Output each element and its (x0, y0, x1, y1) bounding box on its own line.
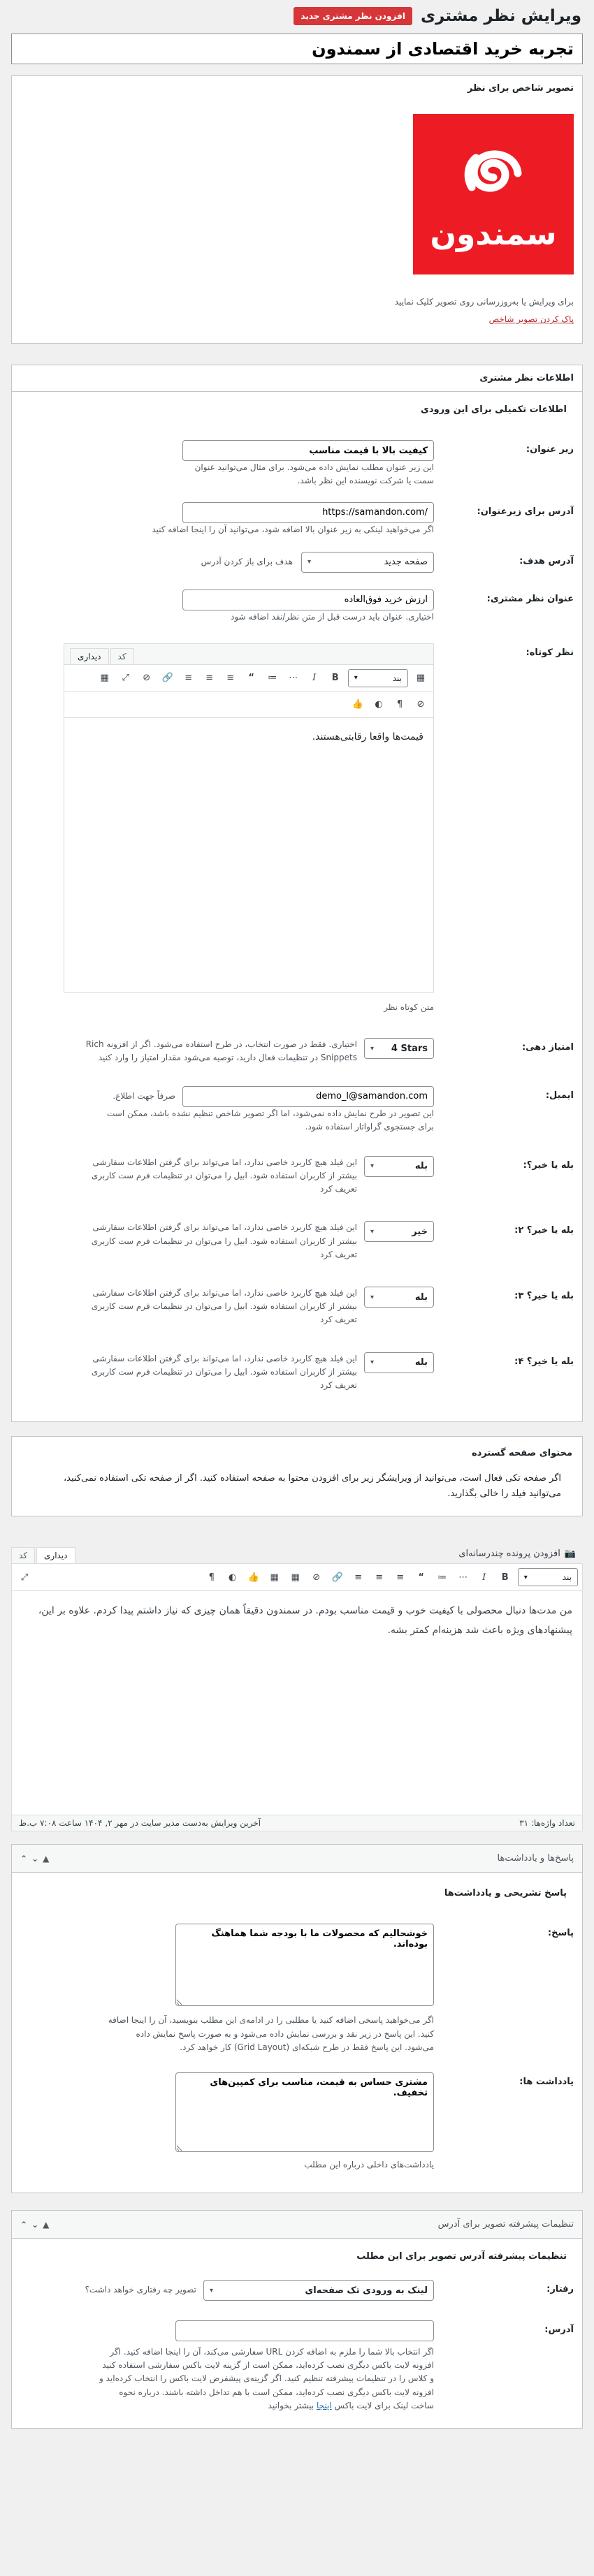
short-review-toolbar-2 (64, 692, 433, 718)
blockquote-icon[interactable]: “ (418, 1572, 424, 1583)
chevron-down-icon: ▾ (370, 1359, 375, 1367)
toolbar-toggle-icon[interactable]: ▦ (100, 673, 109, 684)
subtitle-input[interactable] (182, 440, 434, 461)
address-input[interactable] (175, 2320, 434, 2341)
align-right-icon[interactable]: ≡ (396, 1572, 405, 1583)
yes-no-4-label: بله یا خیر؟ ۴: (514, 1356, 574, 1367)
featured-image-hint: برای ویرایش یا به‌روزرسانی روی تصویر کلیک نمایید (394, 297, 574, 307)
replies-box (11, 1844, 583, 2193)
replies-box-title: پاسخ‌ها و یادداشت‌ها (497, 1853, 574, 1864)
rating-select[interactable]: ▾ 4 Stars (364, 1038, 434, 1059)
post-title-input[interactable] (11, 34, 583, 64)
review-title-input[interactable] (182, 590, 434, 610)
rating-hint: اختیاری. فقط در صورت انتخاب، در طرح استفاده می‌شود. اگر از افزونه Rich Snippets در تنظیمات فعال دارید، توصیه می‌شود مقدار امتیاز را وارد کنید (85, 1039, 357, 1063)
chevron-down-icon[interactable]: ⌄ (31, 1853, 39, 1864)
replies-section-title: پاسخ تشریحی و یادداشت‌ها (444, 1888, 567, 1899)
align-left-icon[interactable]: ≡ (184, 673, 193, 684)
subtitle-url-label: آدرس برای زیرعنوان: (477, 506, 574, 517)
image-link-section-title: تنظیمات پیشرفته آدرس تصویر برای این مطلب (356, 2251, 567, 2262)
image-link-box-title: تنظیمات پیشرفته تصویر برای آدرس (437, 2219, 574, 2230)
blockquote-icon[interactable]: “ (248, 673, 254, 684)
bold-icon[interactable]: B (501, 1572, 509, 1583)
reply-hint: اگر می‌خواهید پاسخی اضافه کنید یا مطلبی را در ادامه‌ی این مطلب بنویسید، آن را اینجا اضافه کنید. این پاسخ در زیر نقد و بررسی نمایش داده می‌شود و به صورت پاسخ نمایش داده می‌شود. این پاسخ فقط در طرح شبکه‌ای (Grid Layout) کار خواهد کرد. (108, 2015, 434, 2052)
reply-textarea[interactable] (175, 1924, 434, 2006)
last-edit-info: آخرین ویرایش به‌دست مدیر سایت در مهر ۲, ۱۴۰۴ ساعت ۷:۰۸ ب.ظ (19, 1818, 261, 1829)
add-new-testimonial-button[interactable]: افزودن نظر مشتری جدید (294, 7, 412, 25)
yes-no-2-select[interactable]: خیر ▾ (364, 1221, 434, 1242)
short-review-label: نظر کوتاه: (526, 647, 574, 658)
media-icon: 📷 (564, 1549, 576, 1560)
bold-icon[interactable]: B (331, 673, 339, 684)
email-hint-strong: صرفاً جهت اطلاع. (113, 1090, 175, 1101)
align-left-icon[interactable]: ≡ (354, 1572, 363, 1583)
chevron-down-icon: ▾ (210, 2286, 214, 2295)
samandon-logo-text: سمندون (430, 216, 557, 252)
notes-label: یادداشت ها: (519, 2076, 574, 2087)
color-icon[interactable]: ◐ (375, 699, 383, 710)
subtitle-url-input[interactable] (182, 502, 434, 523)
target-label: آدرس هدف: (519, 555, 574, 566)
notes-hint: یادداشت‌های داخلی درباره این مطلب (304, 2159, 434, 2169)
yes-no-3-select[interactable]: بله ▾ (364, 1287, 434, 1308)
email-hint: این تصویر در طرح نمایش داده نمی‌شود، اما اگر تصویر شاخص تنظیم نشده باشد، ممکن است برای جستجوی گراواتار استفاده شود. (106, 1108, 434, 1132)
subtitle-url-hint: اگر می‌خواهید لینکی به زیر عنوان بالا اضافه شود، می‌توانید آن را اینجا اضافه کنید (152, 524, 434, 534)
chevron-down-icon: ▾ (370, 1293, 375, 1301)
address-label: آدرس: (544, 2325, 574, 2336)
review-title-hint: اختیاری. عنوان باید درست قبل از متن نظر/نقد اضافه شود (231, 611, 434, 622)
box-controls[interactable] (20, 2220, 49, 2230)
word-count: تعداد واژه‌ها: ۳۱ (519, 1818, 575, 1829)
testimonial-info-title: اطلاعات نظر مشتری (479, 373, 574, 384)
main-tab-code[interactable]: کد (11, 1547, 35, 1563)
target-hint: هدف برای باز کردن آدرس (201, 557, 293, 567)
short-review-toolbar (64, 664, 433, 692)
extended-content-text: اگر صفحه تکی فعال است، می‌توانید از ویرایشگر زیر برای افزودن محتوا به صفحه استفاده کنید. اگر از صفحه تکی استفاده نمی‌کنید، می‌توانید فیلد را خالی بگذارید. (63, 1473, 561, 1500)
main-editor-content[interactable]: من مدت‌ها دنبال محصولی با کیفیت خوب و قیمت مناسب بودم. در سمندون دقیقاً همان چیزی که نیاز داشتم پیدا کردم. علاوه بر این، پیشنهادهای ویژه باعث شد هزینه‌ام کمتر بشه. (38, 1605, 572, 1637)
box-controls[interactable] (20, 1854, 49, 1864)
image-link-box (11, 2210, 583, 2429)
yes-no-3-hint: این فیلد هیچ کاربرد خاصی ندارد، اما می‌تواند برای گرفتن اطلاعات سفارشی بیشتر از کاربران استفاده شود. ابیل را می‌توان در تنظیمات فرم ست کاربری تعریف کرد (91, 1288, 357, 1325)
short-review-caption: متن کوتاه نظر (384, 1002, 434, 1012)
remove-featured-image-link[interactable]: پاک کردن تصویر شاخص (488, 314, 574, 325)
align-center-icon[interactable]: ≡ (375, 1572, 384, 1583)
numbered-list-icon[interactable]: ≔ (268, 673, 277, 684)
chevron-down-icon: ▾ (307, 558, 312, 566)
italic-icon[interactable]: I (482, 1572, 486, 1583)
italic-icon[interactable]: I (312, 673, 317, 684)
subtitle-hint: این زیر عنوان مطلب نمایش داده می‌شود. برای مثال می‌توانید عنوان سمت یا شرکت نویسنده این نظر باشد. (194, 462, 434, 486)
yes-no-4-hint: این فیلد هیچ کاربرد خاصی ندارد، اما می‌تواند برای گرفتن اطلاعات سفارشی بیشتر از کاربران استفاده شود. ابیل را می‌توان در تنظیمات فرم ست کاربری تعریف کرد (91, 1353, 357, 1390)
yes-no-4-select[interactable]: بله ▾ (364, 1352, 434, 1373)
link-icon[interactable]: 🔗 (331, 1572, 343, 1583)
chevron-up-icon[interactable]: ⌃ (20, 2219, 28, 2230)
main-toolbar (12, 1564, 582, 1591)
format-select[interactable]: بند ▾ (348, 669, 408, 687)
chevron-down-icon: ▾ (370, 1044, 375, 1053)
email-label: ایمیل: (545, 1090, 574, 1101)
behavior-select[interactable]: لینک به ورودی تک صفحه‌ای ▾ (203, 2280, 434, 2301)
featured-image[interactable] (413, 114, 574, 275)
yes-no-3-label: بله یا خیر؟ ۳: (514, 1291, 574, 1301)
reply-label: پاسخ: (547, 1928, 574, 1939)
yes-no-1-label: بله یا خیر؟: (523, 1159, 574, 1171)
link-icon[interactable]: 🔗 (161, 673, 173, 684)
add-media-button[interactable]: 📷 افزودن پرونده چندرسانه‌ای (458, 1549, 576, 1560)
testimonial-info-box (11, 365, 583, 1422)
bullet-list-icon[interactable]: ⋯ (289, 673, 298, 684)
format-select[interactable]: بند ▾ (518, 1568, 578, 1586)
featured-image-title: تصویر شاخص برای نظر (467, 82, 574, 94)
align-center-icon[interactable]: ≡ (205, 673, 214, 684)
extended-content-title: محتوای صفحه گسترده (472, 1448, 572, 1459)
thumbs-up-icon[interactable]: 👍 (352, 699, 364, 710)
chevron-down-icon: ▾ (354, 674, 358, 682)
target-select[interactable]: صفحه جدید ▾ (301, 552, 434, 573)
toolbar-toggle-icon[interactable]: ▦ (270, 1572, 279, 1583)
info-intro: اطلاعات تکمیلی برای این ورودی (420, 404, 567, 416)
color-icon[interactable]: ◐ (229, 1572, 237, 1583)
numbered-list-icon[interactable]: ≔ (437, 1572, 447, 1583)
unlink-icon[interactable]: ⊘ (143, 673, 151, 684)
rating-label: امتیاز دهی: (521, 1042, 574, 1053)
behavior-hint: تصویر چه رفتاری خواهد داشت؟ (85, 2285, 196, 2295)
table-icon[interactable]: ▦ (416, 673, 426, 684)
yes-no-1-select[interactable]: بله ▾ (364, 1156, 434, 1177)
featured-image-box (11, 75, 583, 344)
address-hint: اگر انتخاب بالا شما را ملزم به اضافه کردن URL سفارشی می‌کند، آن را اینجا اضافه کنید. اگر افزونه لایت باکس دیگری نصب کرده‌اید، ممکن است از گزینه لایت باکس سفارشی استفاده کنید و کلاس را در تنظیمات پیشرفته تنظیم کنید. اگر گزینه‌ی پیشفرض لایت باکس را انتخاب کرده‌اید و افزونه لایت باکس دیگری نصب کرده‌اید، ممکن است با هم تداخل داشته باشند. درباره نحوه ساخت لینک برای لایت باکس اینجا بیشتر بخوانید (99, 2347, 434, 2410)
align-right-icon[interactable]: ≡ (226, 673, 235, 684)
main-tab-visual[interactable]: دیداری (36, 1547, 75, 1563)
subtitle-label: زیر عنوان: (526, 444, 574, 455)
clear-format-icon[interactable]: ⊘ (416, 699, 425, 710)
chevron-down-icon: ▾ (370, 1227, 375, 1236)
chevron-down-icon: ▾ (523, 1573, 528, 1581)
fullscreen-icon[interactable]: ⤢ (20, 1572, 29, 1583)
toggle-icon[interactable]: ▲ (43, 1853, 50, 1864)
fullscreen-icon[interactable]: ⤢ (122, 673, 129, 684)
paragraph-icon[interactable]: ¶ (396, 699, 403, 710)
email-input[interactable] (182, 1086, 434, 1107)
short-review-tab-code[interactable]: کد (110, 648, 134, 664)
bullet-list-icon[interactable]: ⋯ (458, 1572, 468, 1583)
short-review-editor (64, 643, 434, 993)
yes-no-2-hint: این فیلد هیچ کاربرد خاصی ندارد، اما می‌تواند برای گرفتن اطلاعات سفارشی بیشتر از کاربران استفاده شود. ابیل را می‌توان در تنظیمات فرم ست کاربری تعریف کرد (91, 1222, 357, 1259)
editor-status-bar (11, 1815, 583, 1831)
short-review-content[interactable]: قیمت‌ها واقعا رقابتی‌هستند. (312, 731, 423, 742)
thumbs-up-icon[interactable]: 👍 (247, 1572, 259, 1583)
chevron-down-icon: ▾ (370, 1162, 375, 1171)
short-review-tab-visual[interactable]: دیداری (70, 648, 109, 664)
toggle-icon[interactable]: ▲ (43, 2219, 50, 2230)
chevron-down-icon[interactable]: ⌄ (31, 2219, 39, 2230)
review-title-label: عنوان نظر مشتری: (486, 593, 574, 604)
main-editor (11, 1544, 583, 1831)
samandon-logo-icon (441, 137, 546, 221)
extended-content-box (11, 1436, 583, 1516)
yes-no-2-label: بله یا خیر؟ ۲: (514, 1225, 574, 1236)
paragraph-icon[interactable]: ¶ (208, 1572, 215, 1583)
notes-textarea[interactable] (175, 2072, 434, 2152)
page-title: ویرایش نظر مشتری (420, 7, 581, 25)
yes-no-1-hint: این فیلد هیچ کاربرد خاصی ندارد، اما می‌تواند برای گرفتن اطلاعات سفارشی بیشتر از کاربران استفاده شود. ابیل را می‌توان در تنظیمات فرم ست کاربری تعریف کرد (91, 1157, 357, 1194)
read-more-link[interactable]: اینجا (316, 2400, 332, 2410)
table-icon[interactable]: ▦ (291, 1572, 300, 1583)
unlink-icon[interactable]: ⊘ (312, 1572, 321, 1583)
behavior-label: رفتار: (546, 2284, 574, 2295)
chevron-up-icon[interactable]: ⌃ (20, 1853, 28, 1864)
